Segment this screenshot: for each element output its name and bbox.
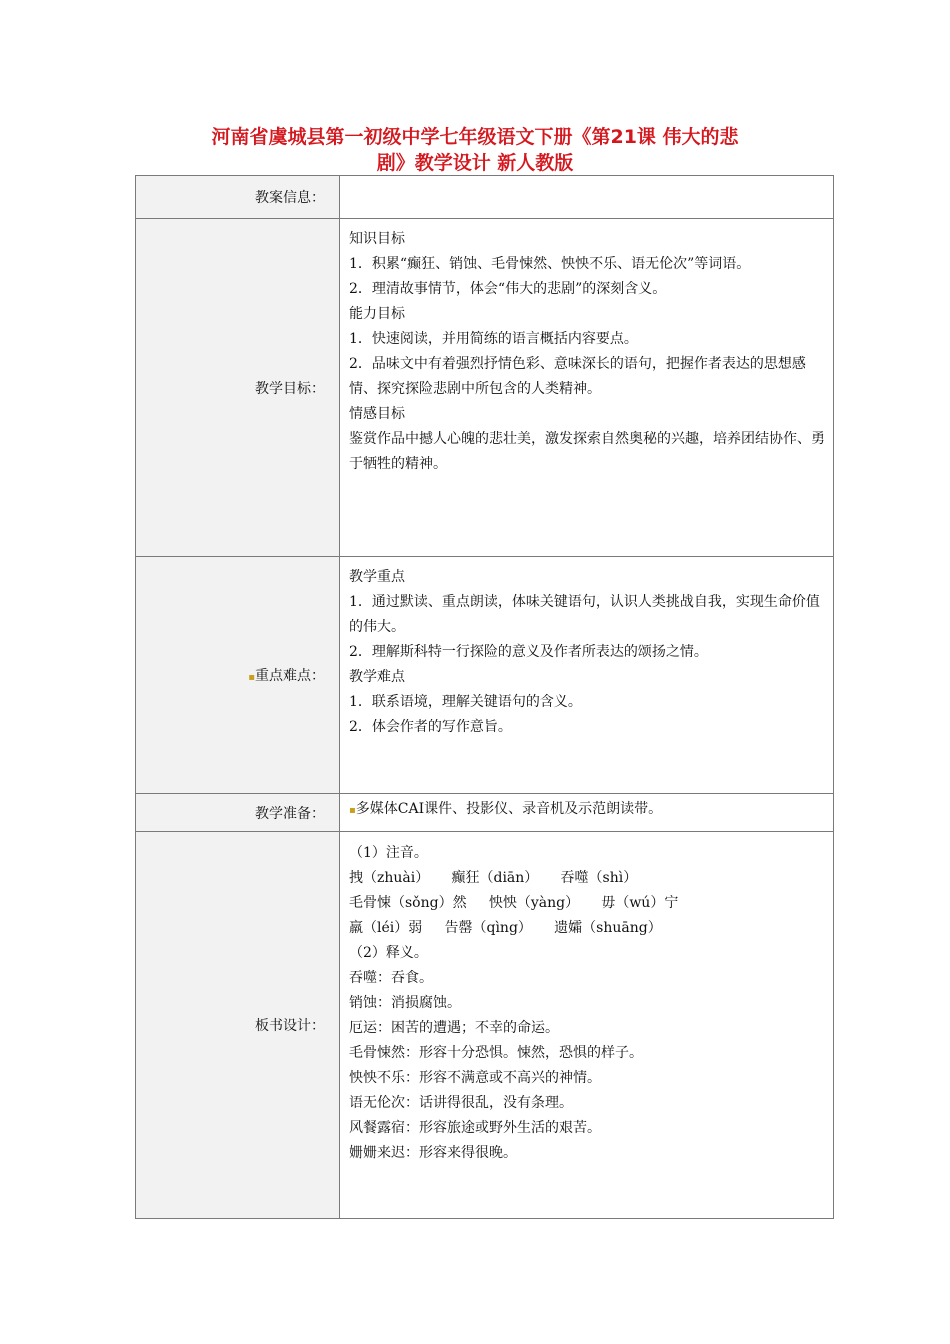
board-item: 毛骨悚然：形容十分恐惧。悚然，恐惧的样子。 bbox=[349, 1045, 643, 1061]
board-heading-meaning: （2）释义。 bbox=[349, 945, 428, 961]
board-item: 怏怏不乐：形容不满意或不高兴的神情。 bbox=[349, 1070, 601, 1086]
board-item: 厄运：困苦的遭遇；不幸的命运。 bbox=[349, 1020, 559, 1036]
goals-heading-emotion: 情感目标 bbox=[349, 406, 405, 422]
keypoints-item: 1．通过默读、重点朗读，体味关键语句，认识人类挑战自我，实现生命价值的伟大。 bbox=[349, 594, 820, 635]
mark-dot: ▪ bbox=[349, 805, 356, 816]
document-title-line-2: 剧》教学设计 新人教版 bbox=[376, 152, 574, 174]
keypoints-label-cell bbox=[136, 557, 340, 794]
keypoints-content bbox=[340, 557, 834, 794]
prep-text: 多媒体CAI课件、投影仪、录音机及示范朗读带。 bbox=[355, 801, 663, 817]
table-row-keypoints bbox=[136, 557, 834, 794]
board-label: 板书设计： bbox=[136, 832, 340, 1219]
keypoints-item: 1．联系语境，理解关键语句的含义。 bbox=[349, 694, 582, 710]
table-row-info bbox=[136, 176, 834, 219]
document-title-line-1: 河南省虞城县第一初级中学七年级语文下册《第21课 伟大的悲 bbox=[211, 126, 739, 148]
board-item: 毛骨悚（sǒng）然 怏怏（yàng） 毋（wú）宁 bbox=[349, 895, 679, 911]
goals-item: 1．快速阅读，并用简练的语言概括内容要点。 bbox=[349, 331, 638, 347]
board-heading-pinyin: （1）注音。 bbox=[349, 845, 428, 861]
keypoints-label: 重点难点： bbox=[255, 668, 325, 684]
board-item: 风餐露宿：形容旅途或野外生活的艰苦。 bbox=[349, 1120, 601, 1136]
goals-label: 教学目标： bbox=[136, 219, 340, 557]
info-content bbox=[340, 176, 834, 219]
keypoints-item: 2．理解斯科特一行探险的意义及作者所表达的颂扬之情。 bbox=[349, 644, 708, 660]
board-item: 吞噬：吞食。 bbox=[349, 970, 433, 986]
goals-item: 鉴赏作品中撼人心魄的悲壮美，激发探索自然奥秘的兴趣，培养团结协作、勇于牺牲的精神。 bbox=[349, 431, 825, 472]
goals-heading-ability: 能力目标 bbox=[349, 306, 405, 322]
prep-content bbox=[340, 794, 834, 832]
board-item: 羸（léi）弱 告罄（qìng） 遗孀（shuāng） bbox=[349, 920, 662, 936]
keypoints-item: 2．体会作者的写作意旨。 bbox=[349, 719, 512, 735]
board-item: 销蚀：消损腐蚀。 bbox=[349, 995, 461, 1011]
lesson-plan-table bbox=[135, 175, 834, 1219]
goals-content bbox=[340, 219, 834, 557]
table-row-prep bbox=[136, 794, 834, 832]
goals-item: 1．积累“癫狂、销蚀、毛骨悚然、怏怏不乐、语无伦次”等词语。 bbox=[349, 256, 751, 272]
board-item: 姗姗来迟：形容来得很晚。 bbox=[349, 1145, 517, 1161]
info-label: 教案信息： bbox=[136, 176, 340, 219]
board-item: 语无伦次：话讲得很乱，没有条理。 bbox=[349, 1095, 573, 1111]
mark-dot: ▪ bbox=[248, 672, 255, 683]
goals-item: 2．理清故事情节，体会“伟大的悲剧”的深刻含义。 bbox=[349, 281, 667, 297]
board-item: 拽（zhuài） 癫狂（diān） 吞噬（shì） bbox=[349, 870, 638, 886]
table-row-goals bbox=[136, 219, 834, 557]
prep-label: 教学准备： bbox=[136, 794, 340, 832]
table-row-board bbox=[136, 832, 834, 1219]
board-content bbox=[340, 832, 834, 1219]
keypoints-heading-difficulty: 教学难点 bbox=[349, 669, 405, 685]
goals-item: 2．品味文中有着强烈抒情色彩、意味深长的语句，把握作者表达的思想感情、探究探险悲剧中所包含的人类精神。 bbox=[349, 356, 806, 397]
keypoints-heading-focus: 教学重点 bbox=[349, 569, 405, 585]
goals-heading-knowledge: 知识目标 bbox=[349, 231, 405, 247]
